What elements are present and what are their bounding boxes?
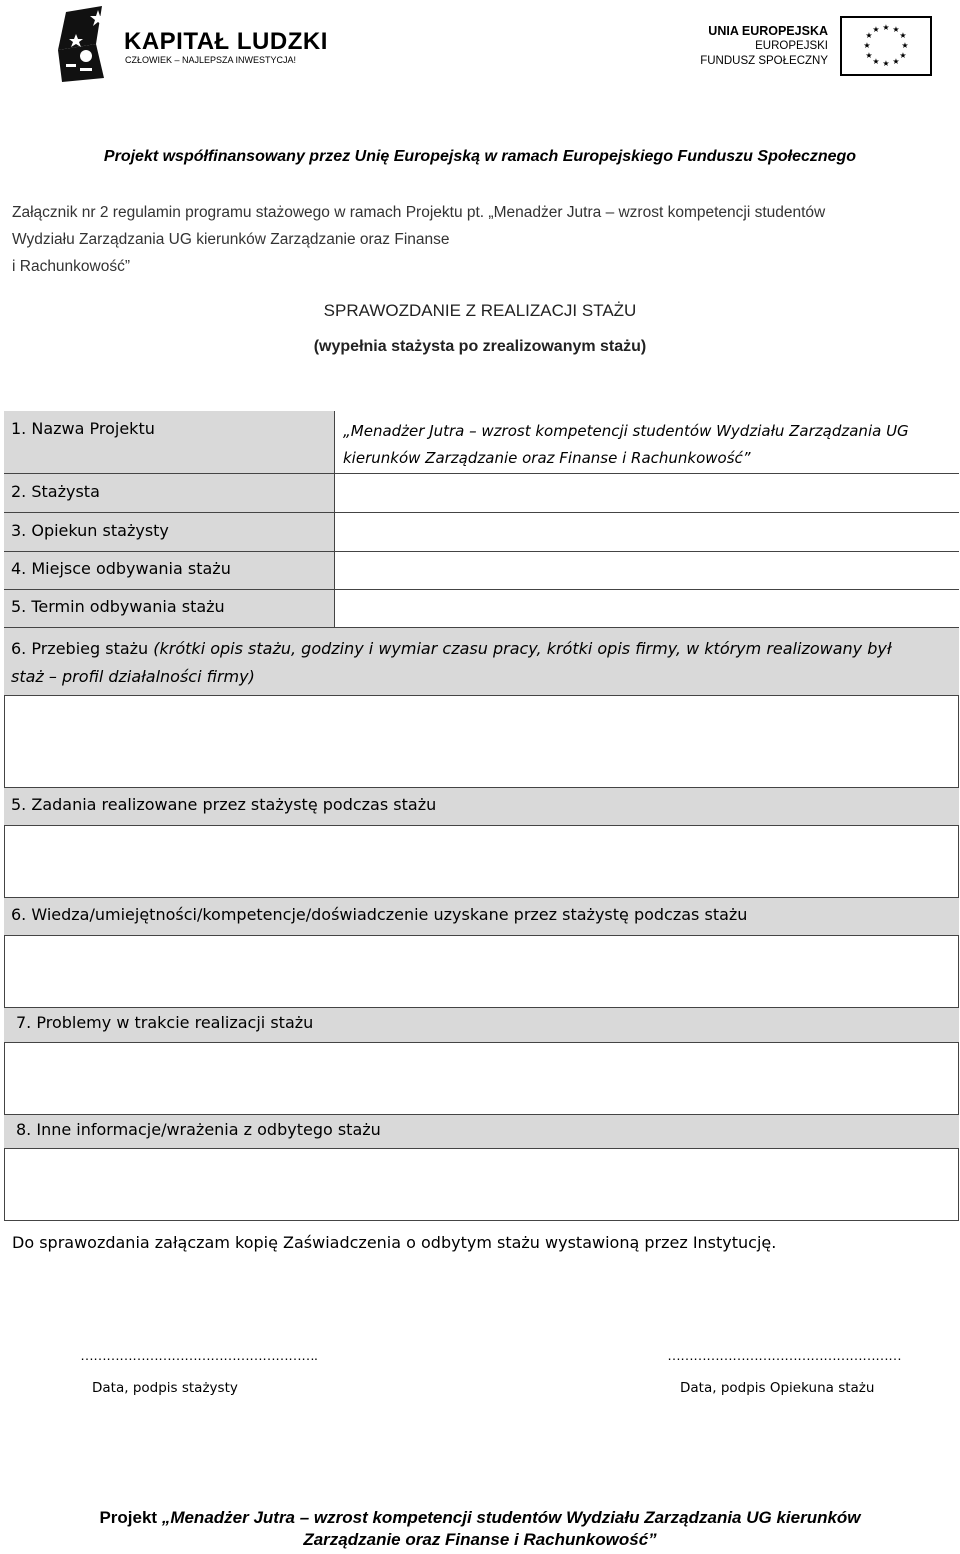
- knowledge-field[interactable]: [4, 936, 959, 1007]
- knowledge-section-header: [4, 897, 959, 936]
- svg-text:★: ★: [899, 31, 907, 40]
- svg-text:★: ★: [901, 41, 909, 50]
- annex-line-1: Załącznik nr 2 regulamin programu stażowego w ramach Projektu pt. „Menadżer Jutra – wzrost kompetencji studentów: [12, 204, 826, 221]
- document-title: SPRAWOZDANIE Z REALIZACJI STAŻU: [323, 301, 637, 320]
- cofinancing-statement: Projekt współfinansowany przez Unię Europejską w ramach Europejskiego Funduszu Społecznego: [103, 148, 857, 165]
- svg-text:★: ★: [865, 51, 873, 60]
- svg-text:★: ★: [892, 25, 900, 34]
- problems-label: 7. Problemy w trakcie realizacji stażu: [16, 1013, 314, 1032]
- svg-text:★: ★: [882, 59, 890, 68]
- other-section-header: [4, 1114, 959, 1149]
- form-row-trainee: [4, 473, 959, 512]
- signature-line-trainee: ……………………………………………….: [80, 1347, 317, 1363]
- course-label-italic-2: staż – profil działalności firmy): [11, 667, 255, 686]
- other-field[interactable]: [4, 1149, 959, 1220]
- term-label: 5. Termin odbywania stażu: [4, 590, 335, 627]
- footer-project-name: „Menadżer Jutra – wzrost kompetencji studentów Wydziału Zarządzania UG kierunków: [161, 1508, 861, 1527]
- eu-logo-text: [700, 24, 828, 69]
- footer-prefix: Projekt: [99, 1508, 162, 1527]
- svg-text:★: ★: [872, 57, 880, 66]
- term-field[interactable]: [335, 590, 959, 627]
- course-section-header: [4, 627, 959, 696]
- trainee-label: 2. Stażysta: [4, 474, 335, 512]
- signature-label-supervisor: Data, podpis Opiekuna stażu: [680, 1380, 875, 1396]
- signature-label-trainee: Data, podpis stażysty: [92, 1380, 238, 1396]
- eu-line-2: EUROPEJSKI: [755, 40, 828, 52]
- course-field[interactable]: [4, 696, 959, 787]
- signature-line-supervisor: ………………………………………………: [667, 1347, 901, 1363]
- knowledge-label: 6. Wiedza/umiejętności/kompetencje/doświadczenie uzyskane przez stażystę podczas stażu: [11, 905, 748, 924]
- annex-line-3: i Rachunkowość”: [12, 258, 131, 275]
- problems-section-header: [4, 1007, 959, 1043]
- course-label-italic-1: (krótki opis stażu, godziny i wymiar czasu pracy, krótki opis firmy, w którym realizowany był: [153, 639, 892, 658]
- form-row-term: [4, 589, 959, 627]
- attachment-note: Do sprawozdania załączam kopię Zaświadczenia o odbytym stażu wystawioną przez Instytucję.: [12, 1233, 777, 1252]
- svg-text:★: ★: [865, 31, 873, 40]
- eu-flag-icon: [840, 16, 932, 76]
- svg-text:★: ★: [863, 41, 871, 50]
- project-label: 1. Nazwa Projektu: [4, 411, 335, 473]
- tasks-label: 5. Zadania realizowane przez stażystę podczas stażu: [11, 795, 437, 814]
- kapital-ludzki-title: KAPITAŁ LUDZKI: [124, 28, 328, 55]
- document-subtitle: (wypełnia stażysta po zrealizowanym stażu): [313, 338, 647, 355]
- svg-text:★: ★: [882, 23, 890, 32]
- annex-note: [12, 199, 942, 280]
- tasks-section-header: [4, 787, 959, 826]
- svg-text:★: ★: [872, 25, 880, 34]
- kapital-ludzki-subtitle: CZŁOWIEK – NAJLEPSZA INWESTYCJA!: [125, 55, 297, 65]
- form-row-supervisor: [4, 512, 959, 551]
- svg-text:★: ★: [892, 57, 900, 66]
- supervisor-label: 3. Opiekun stażysty: [4, 513, 335, 551]
- kapital-ludzki-emblem-icon: [52, 4, 122, 84]
- place-label: 4. Miejsce odbywania stażu: [4, 552, 335, 589]
- eu-line-3: FUNDUSZ SPOŁECZNY: [700, 55, 828, 67]
- place-field[interactable]: [335, 552, 959, 589]
- form-row-place: [4, 551, 959, 589]
- eu-line-1: UNIA EUROPEJSKA: [708, 24, 828, 38]
- project-value-line-1: „Menadżer Jutra – wzrost kompetencji studentów Wydziału Zarządzania UG: [343, 422, 909, 440]
- footer-line-2: Zarządzanie oraz Finanse i Rachunkowość”: [303, 1530, 657, 1549]
- svg-text:★: ★: [899, 51, 907, 60]
- problems-field[interactable]: [4, 1043, 959, 1114]
- annex-line-2: Wydziału Zarządzania UG kierunków Zarządzanie oraz Finanse: [12, 231, 450, 248]
- supervisor-field[interactable]: [335, 513, 959, 551]
- trainee-field[interactable]: [335, 474, 959, 512]
- project-value: [343, 418, 953, 472]
- project-value-line-2: kierunków Zarządzanie oraz Finanse i Rachunkowość”: [343, 449, 751, 467]
- course-label-bold: 6. Przebieg stażu: [11, 639, 149, 658]
- tasks-field[interactable]: [4, 826, 959, 897]
- page-footer: [0, 1507, 960, 1551]
- other-label: 8. Inne informacje/wrażenia z odbytego stażu: [16, 1120, 381, 1139]
